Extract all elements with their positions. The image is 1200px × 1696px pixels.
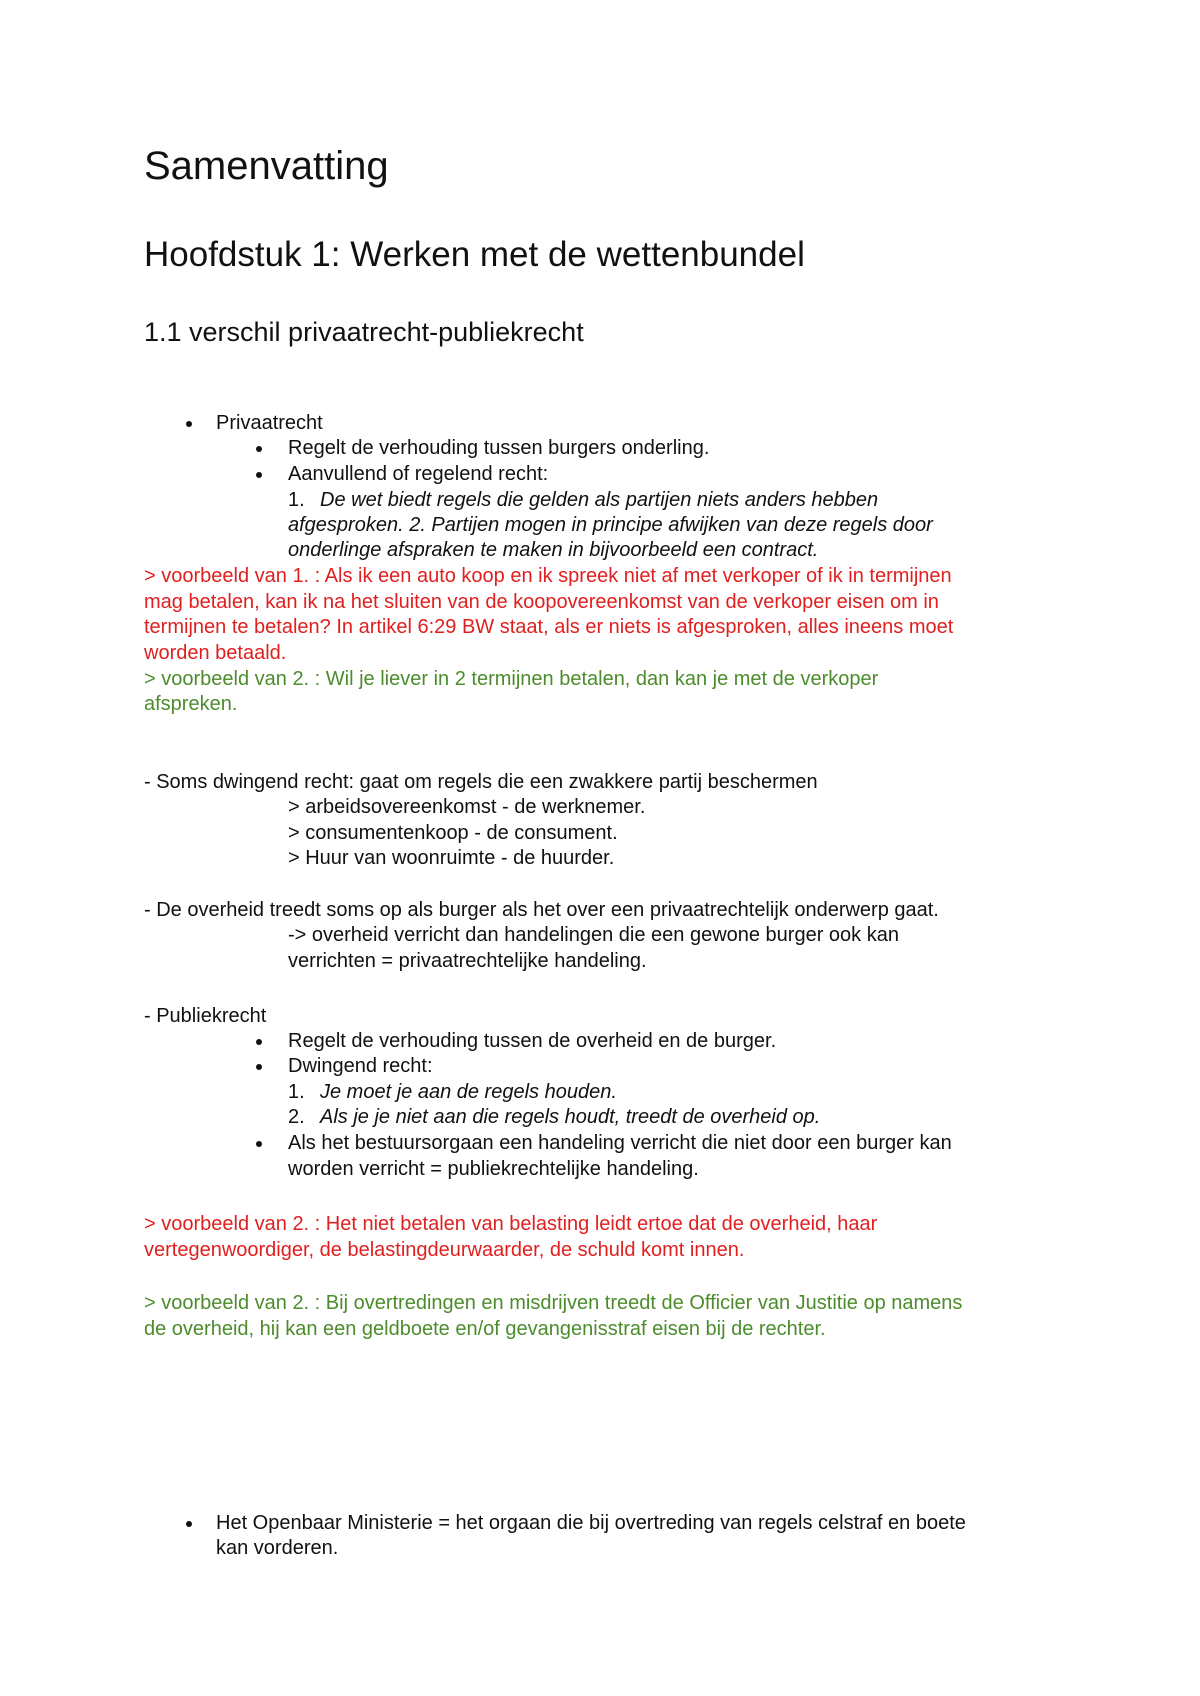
numbered-item	[288, 1080, 617, 1105]
example-line: vertegenwoordiger, de belastingdeurwaarder, de schuld komt innen.	[144, 1239, 745, 1261]
dwingend-intro: - Soms dwingend recht: gaat om regels die een zwakkere partij beschermen	[144, 771, 818, 793]
example-line: worden betaald.	[144, 642, 287, 664]
list-number: 2.	[288, 1106, 305, 1128]
dwingend-item: > Huur van woonruimte - de huurder.	[288, 847, 615, 869]
example-line: > voorbeeld van 2. : Het niet betalen van belasting leidt ertoe dat de overheid, haar	[144, 1213, 878, 1235]
bullet-icon	[256, 472, 262, 478]
privaatrecht-item: Aanvullend of regelend recht:	[288, 463, 549, 485]
bullet-icon	[256, 1039, 262, 1045]
numbered-text: afgesproken. 2. Partijen mogen in principe afwijken van deze regels door	[288, 514, 933, 536]
example-line: mag betalen, kan ik na het sluiten van de koopovereenkomst van de verkoper eisen om in	[144, 591, 939, 613]
example-line: termijnen te betalen? In artikel 6:29 BW staat, als er niets is afgesproken, alles ineens moet	[144, 616, 954, 638]
om-line: Het Openbaar Ministerie = het orgaan die bij overtreding van regels celstraf en boete	[216, 1512, 966, 1534]
overheid-intro: - De overheid treedt soms op als burger als het over een privaatrechtelijk onderwerp gaat.	[144, 899, 939, 921]
example-line: > voorbeeld van 2. : Wil je liever in 2 termijnen betalen, dan kan je met de verkoper	[144, 668, 879, 690]
chapter-heading: Hoofdstuk 1: Werken met de wettenbundel	[144, 235, 805, 274]
privaatrecht-label: Privaatrecht	[216, 412, 323, 434]
publiekrecht-item: worden verricht = publiekrechtelijke handeling.	[288, 1158, 699, 1180]
numbered-item	[288, 1105, 820, 1130]
overheid-line: verrichten = privaatrechtelijke handeling.	[288, 950, 647, 972]
bullet-icon	[256, 1141, 262, 1147]
document-title: Samenvatting	[144, 144, 389, 188]
publiekrecht-item: Dwingend recht:	[288, 1055, 433, 1077]
publiekrecht-label: - Publiekrecht	[144, 1005, 267, 1027]
bullet-icon	[256, 1064, 262, 1070]
om-line: kan vorderen.	[216, 1537, 339, 1559]
publiekrecht-item: Regelt de verhouding tussen de overheid en de burger.	[288, 1030, 777, 1052]
bullet-icon	[256, 446, 262, 452]
example-line: afspreken.	[144, 693, 238, 715]
section-heading: 1.1 verschil privaatrecht-publiekrecht	[144, 317, 584, 347]
bullet-icon	[186, 421, 192, 427]
dwingend-item: > arbeidsovereenkomst - de werknemer.	[288, 796, 646, 818]
publiekrecht-item: Als het bestuursorgaan een handeling verricht die niet door een burger kan	[288, 1132, 952, 1154]
overheid-line: -> overheid verricht dan handelingen die een gewone burger ook kan	[288, 924, 899, 946]
example-line: de overheid, hij kan een geldboete en/of gevangenisstraf eisen bij de rechter.	[144, 1318, 826, 1340]
bullet-icon	[186, 1521, 192, 1527]
dwingend-item: > consumentenkoop - de consument.	[288, 822, 618, 844]
list-number: 1.	[288, 489, 305, 511]
privaatrecht-item: Regelt de verhouding tussen burgers onderling.	[288, 437, 710, 459]
example-line: > voorbeeld van 1. : Als ik een auto koop en ik spreek niet af met verkoper of ik in termijnen	[144, 565, 952, 587]
example-line: > voorbeeld van 2. : Bij overtredingen en misdrijven treedt de Officier van Justitie op namens	[144, 1292, 963, 1314]
numbered-text: Je moet je aan de regels houden.	[320, 1081, 617, 1103]
numbered-text: De wet biedt regels die gelden als partijen niets anders hebben	[320, 489, 879, 511]
list-number: 1.	[288, 1081, 305, 1103]
numbered-item	[288, 488, 878, 513]
numbered-text: onderlinge afspraken te maken in bijvoorbeeld een contract.	[288, 539, 819, 561]
numbered-text: Als je je niet aan die regels houdt, treedt de overheid op.	[320, 1106, 821, 1128]
